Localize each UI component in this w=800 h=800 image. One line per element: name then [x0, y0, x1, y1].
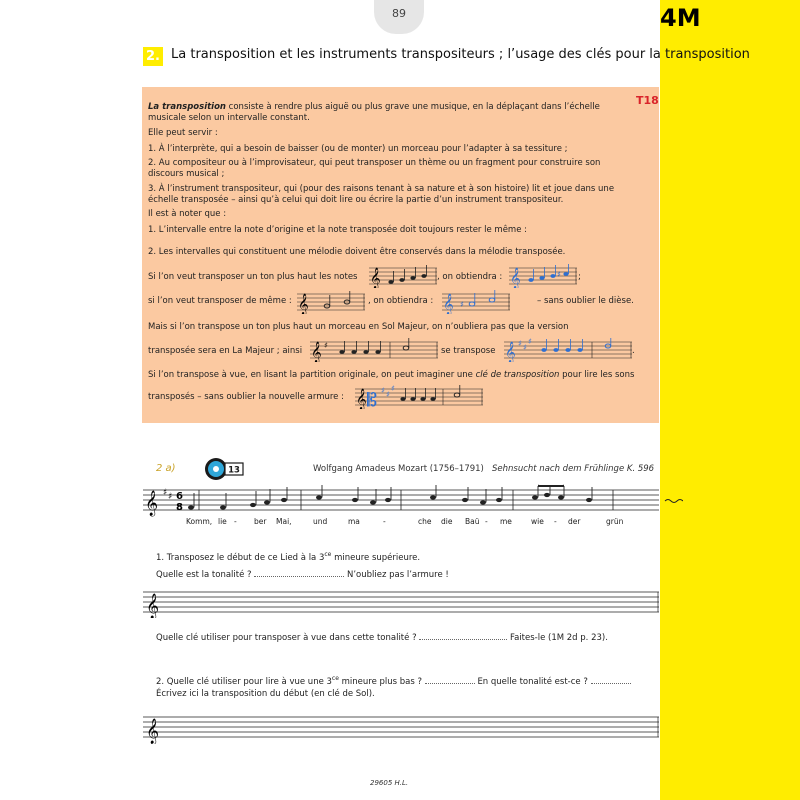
lyric-syllable: grün — [606, 517, 624, 526]
lyric-syllable: - — [554, 517, 557, 526]
treble-clef-icon: 𝄞 — [146, 719, 160, 744]
answer-staff-2[interactable] — [143, 712, 661, 744]
page-number: 89 — [374, 0, 424, 34]
use-2-line-2: discours musical ; — [148, 169, 225, 179]
staff-ex1-transposed — [509, 264, 577, 288]
staff-ex2-original — [297, 290, 365, 314]
answer-staff-1[interactable] — [143, 588, 661, 618]
lyric-syllable: und — [313, 517, 328, 526]
lyric-syllable: die — [441, 517, 453, 526]
treble-clef-icon: 𝄞 — [443, 294, 454, 314]
lyric-syllable: - — [485, 517, 488, 526]
question-1: 1. Transposez le début de ce Lied à la $3^{ce}$ mineure supérieure. — [156, 551, 421, 563]
sharp-icon: ♯ — [460, 300, 464, 309]
example-1-text-b: , on obtiendra : — [437, 272, 503, 282]
use-3-line-1: 3. À l’instrument transpositeur, qui (pour des raisons tenant à sa nature et à son histoire) lit et joue dans une — [148, 184, 615, 194]
treble-clef-icon: 𝄞 — [370, 268, 381, 288]
composer-credit: Wolfgang Amadeus Mozart (1756–1791) Sehnsucht nach dem Frühlinge K. 596 — [313, 464, 655, 474]
time-signature-top: 6 — [176, 491, 183, 502]
lyric-syllable: der — [568, 517, 581, 526]
sharp-icon: ♯ — [528, 338, 532, 346]
chapter-label: 4M — [660, 4, 701, 32]
treble-clef-icon: 𝄞 — [311, 342, 322, 362]
answer-field-clef[interactable] — [419, 630, 507, 640]
sharp-icon: ♯ — [168, 492, 173, 502]
treble-clef-icon: 𝄞 — [145, 491, 159, 516]
lyric-syllable: che — [418, 517, 432, 526]
continuation-icon — [665, 500, 683, 503]
rule-2: 2. Les intervalles qui constituent une mélodie doivent être conservés dans la mélodie transposée. — [148, 247, 566, 257]
lyric-syllable: lie — [218, 517, 227, 526]
question-2: 2. Quelle clé utiliser pour lire à vue une $3^{ce}$ mineure plus bas ? En quelle tonalité est-ce ? — [156, 674, 631, 687]
example-4-line-1: Si l’on transpose à vue, en lisant la partition originale, on peut imaginer une clé de transposition pour lire les sons — [148, 370, 635, 380]
cd-track-icon[interactable] — [204, 456, 244, 482]
lyric-syllable: me — [500, 517, 512, 526]
intro-line-1: La transposition consiste à rendre plus aiguë ou plus grave une musique, en la déplaçant dans l’échelle — [148, 102, 600, 112]
example-1-text-a: Si l’on veut transposer un ton plus haut les notes — [148, 272, 358, 282]
sharp-icon: ♯ — [163, 488, 168, 498]
page-footer: 29605 H.L. — [370, 779, 409, 787]
rule-1: 1. L’intervalle entre la note d’origine et la note transposée doit toujours rester le même : — [148, 225, 528, 235]
answer-field-key[interactable] — [254, 567, 344, 577]
answer-field-key-2[interactable] — [591, 674, 631, 684]
lyric-syllable: ma — [348, 517, 360, 526]
answer-field-clef-2[interactable] — [425, 674, 475, 684]
lyric-syllable: Komm, — [186, 517, 213, 526]
lyric-syllable: wie — [531, 517, 544, 526]
sharp-icon: ♯ — [391, 385, 395, 393]
example-2-text-b: , on obtiendra : — [368, 296, 434, 306]
treble-clef-icon: 𝄞 — [510, 268, 521, 288]
treble-clef-icon: 𝄞 — [298, 294, 309, 314]
example-4-text-a: transposés – sans oublier la nouvelle armure : — [148, 392, 344, 402]
time-signature-bottom: 8 — [176, 502, 183, 513]
lyric-syllable: Baü — [465, 517, 480, 526]
melody-staff — [143, 484, 683, 520]
section-title: La transposition et les instruments transpositeurs ; l’usage des clés pour la transposition — [171, 47, 750, 62]
lyric-syllable: - — [383, 517, 386, 526]
lyric-syllable: - — [234, 517, 237, 526]
question-1-key: Quelle est la tonalité ? N’oubliez pas l’armure ! — [156, 567, 449, 580]
question-2-instruction: Écrivez ici la transposition du début (en clé de Sol). — [156, 689, 375, 699]
use-2-line-1: 2. Au compositeur ou à l’improvisateur, qui peut transposer un thème ou un fragment pour construire son — [148, 158, 601, 168]
lyric-syllable: Mai, — [276, 517, 292, 526]
staff-ex3-transposed — [504, 338, 632, 362]
c-clef-icon: 𝄡 — [367, 390, 378, 409]
example-3-text-b: se transpose — [441, 346, 496, 356]
example-3-line-1: Mais si l’on transpose un ton plus haut un morceau en Sol Majeur, on n’oubliera pas que la version — [148, 322, 569, 332]
yellow-side-strip — [660, 0, 800, 800]
note-heading: Il est à noter que : — [148, 209, 227, 219]
staff-ex4-transposition-key — [355, 385, 483, 409]
staff-ex2-transposed — [442, 290, 510, 314]
staff-ex3-original — [310, 338, 438, 362]
work-title: Sehnsucht nach dem Frühlinge K. 596 — [492, 464, 655, 474]
track-number: 13 — [228, 465, 240, 476]
sharp-icon: ♯ — [557, 270, 561, 279]
use-3-line-2: échelle transposée – ainsi qu’à celui qui doit lire ou écrire la partie d’un instrument transpositeur. — [148, 195, 564, 205]
sharp-icon: ♯ — [324, 341, 328, 350]
serve-heading: Elle peut servir : — [148, 128, 218, 138]
treble-clef-icon: 𝄞 — [505, 342, 516, 362]
staff-ex1-original — [369, 264, 437, 288]
section-number: 2. — [143, 47, 163, 66]
theory-tag: T18 — [636, 94, 659, 107]
treble-clef-icon: 𝄞 — [146, 594, 160, 618]
use-1: 1. À l’interprète, qui a besoin de baisser (ou de monter) un morceau pour l’adapter à sa tessiture ; — [148, 144, 568, 154]
example-1-text-c: ; — [578, 272, 581, 282]
example-label: 2 a) — [156, 463, 176, 474]
example-3-text-a: transposée sera en La Majeur ; ainsi — [148, 346, 303, 356]
example-2-text-c: – sans oublier le dièse. — [537, 296, 634, 306]
example-2-text-a: si l’on veut transposer de même : — [148, 296, 292, 306]
intro-line-2: musicale selon un intervalle constant. — [148, 113, 310, 123]
sharp-icon: ♯ — [386, 390, 390, 399]
example-3-text-c: . — [632, 346, 635, 356]
sharp-icon: ♯ — [523, 343, 527, 352]
treble-clef-icon: 𝄞 — [356, 389, 367, 409]
sharp-icon: ♯ — [381, 386, 385, 395]
question-1-clef: Quelle clé utiliser pour transposer à vue dans cette tonalité ? Faites-le (1M 2d p. 23). — [156, 630, 608, 643]
lyric-syllable: ber — [254, 517, 267, 526]
sharp-icon: ♯ — [518, 339, 522, 348]
term-transposition: La transposition — [148, 102, 226, 112]
